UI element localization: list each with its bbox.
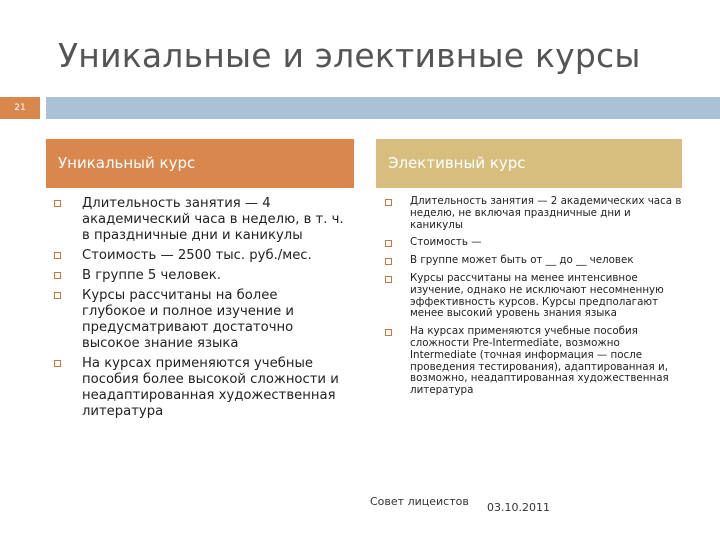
list-item: В группе 5 человек. [54,268,344,284]
list-item: Стоимость — [385,237,685,249]
list-item: На курсах применяются учебные пособия сложности Pre-Intermediate, возможно Intermediate (точная информация — после проведения тестирования), адаптированная и, возможно, неадаптированная художественная литература [385,326,685,397]
elective-course-list [385,196,685,403]
square-bullet-icon [385,240,392,247]
list-item: На курсах применяются учебные пособия более высокой сложности и неадаптированная художественная литература [54,356,344,420]
square-bullet-icon [54,292,61,299]
list-item: Длительность занятия — 4 академический часа в неделю, в т. ч. в праздничные дни и каникулы [54,196,344,244]
unique-course-header: Уникальный курс [46,139,354,188]
square-bullet-icon [54,360,61,367]
slide-title: Уникальные и элективные курсы [58,36,641,75]
list-item: Длительность занятия — 2 академических часа в неделю, не включая праздничные дни и каникулы [385,196,685,231]
square-bullet-icon [54,272,61,279]
list-item: В группе может быть от __ до __ человек [385,255,685,267]
footer-date: 03.10.2011 [487,501,550,514]
slide-number: 21 [0,97,40,119]
header-bar [46,97,720,119]
unique-course-list [54,196,344,424]
list-item: Стоимость — 2500 тыс. руб./мес. [54,248,344,264]
square-bullet-icon [385,199,392,206]
elective-course-header: Элективный курс [376,139,682,188]
square-bullet-icon [385,276,392,283]
square-bullet-icon [385,258,392,265]
square-bullet-icon [385,329,392,336]
footer-author: Совет лицеистов [370,495,469,508]
list-item: Курсы рассчитаны на более глубокое и полное изучение и предусматривают достаточно высокое знание языка [54,288,344,352]
square-bullet-icon [54,252,61,259]
list-item: Курсы рассчитаны на менее интенсивное изучение, однако не исключают несомненную эффективность курсов. Курсы предполагают менее высокий уровень знания языка [385,273,685,320]
square-bullet-icon [54,200,61,207]
